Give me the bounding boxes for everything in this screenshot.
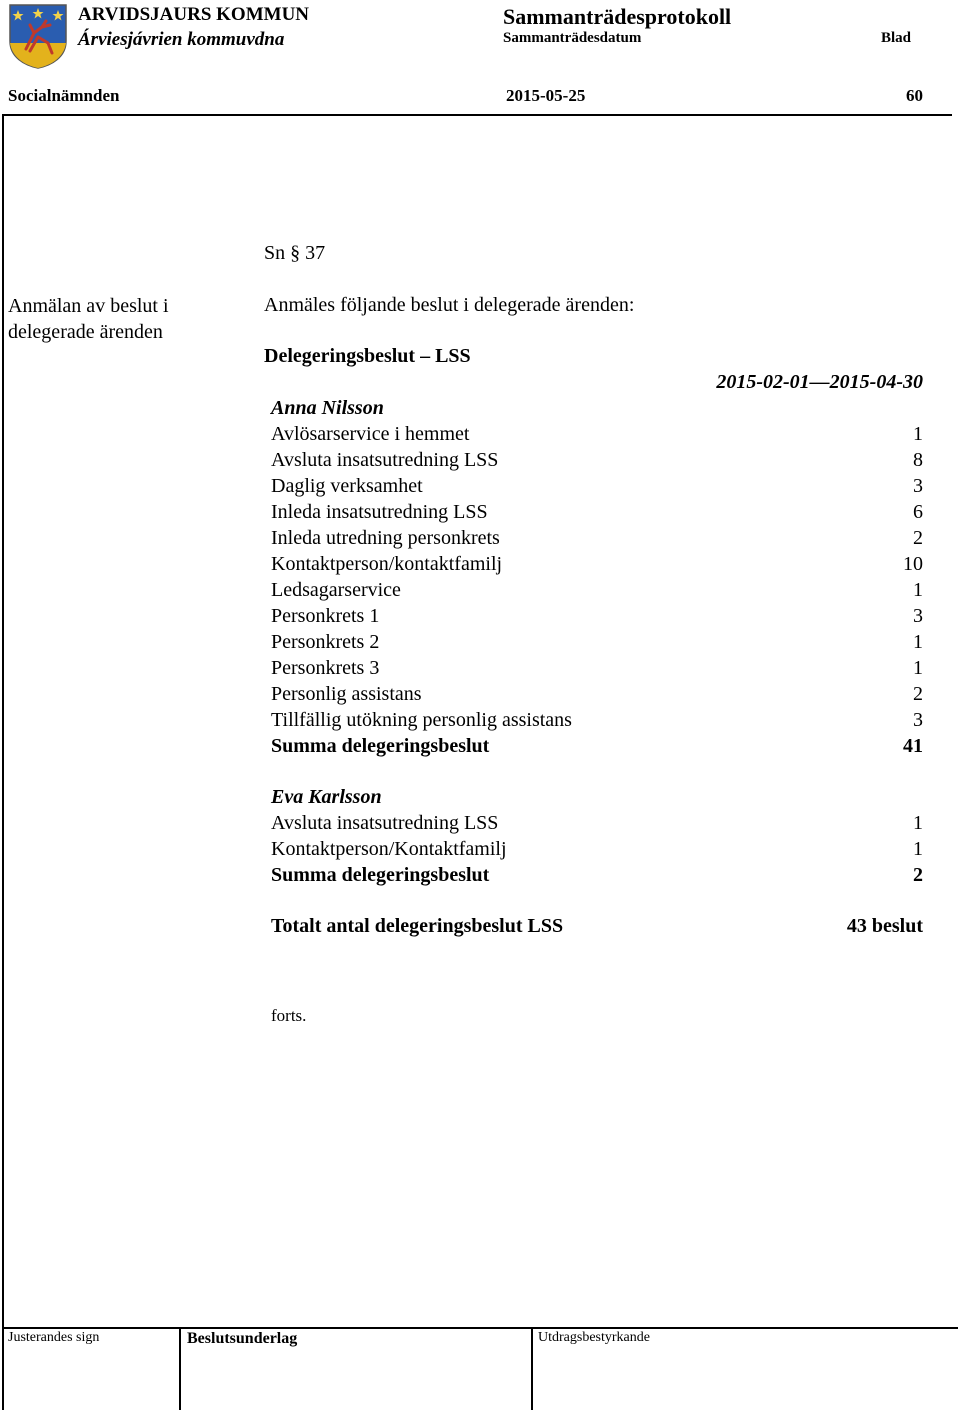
- sum-value: 2: [913, 864, 923, 886]
- decision-type: Personlig assistans: [271, 683, 422, 705]
- committee-name: Socialnämnden: [8, 86, 120, 105]
- sum-row: [271, 862, 923, 888]
- table-row: [271, 421, 923, 447]
- table-row: [271, 707, 923, 733]
- decision-type: Personkrets 1: [271, 605, 380, 627]
- decision-count: 10: [903, 553, 923, 575]
- decision-type: Tillfällig utökning personlig assistans: [271, 709, 572, 731]
- paragraph-number: Sn § 37: [264, 242, 326, 264]
- left-border: [2, 114, 4, 1410]
- footer-separator-1: [179, 1327, 181, 1410]
- decision-type: Ledsagarservice: [271, 579, 401, 601]
- meeting-date: 2015-05-25: [506, 86, 586, 105]
- decision-count: 6: [913, 501, 923, 523]
- signer-label: Justerandes sign: [8, 1330, 100, 1345]
- sum-row: [271, 733, 923, 759]
- table-row: [271, 577, 923, 603]
- decision-count: 3: [913, 475, 923, 497]
- decision-type: Inleda insatsutredning LSS: [271, 501, 488, 523]
- total-label: Totalt antal delegeringsbeslut LSS: [271, 915, 564, 937]
- table-row: [271, 473, 923, 499]
- extract-label: Utdragsbestyrkande: [538, 1330, 650, 1345]
- section-title: Delegeringsbeslut – LSS: [264, 345, 471, 367]
- decision-type: Personkrets 3: [271, 657, 380, 679]
- decision-type: Avsluta insatsutredning LSS: [271, 449, 499, 471]
- sum-label: Summa delegeringsbeslut: [271, 735, 490, 757]
- report-period: 2015-02-01—2015-04-30: [716, 371, 923, 393]
- officer-name: Eva Karlsson: [271, 786, 382, 808]
- officer-name-row: [271, 784, 923, 810]
- decision-count: 1: [913, 423, 923, 445]
- decision-count: 1: [913, 812, 923, 834]
- decision-count: 2: [913, 683, 923, 705]
- decision-count: 2: [913, 527, 923, 549]
- meeting-date-label: Sammanträdesdatum: [503, 30, 642, 46]
- table-row: [271, 551, 923, 577]
- document-title: Sammanträdesprotokoll: [503, 4, 732, 29]
- table-row: [271, 499, 923, 525]
- table-row: [271, 681, 923, 707]
- intro-text: Anmäles följande beslut i delegerade ärenden:: [264, 294, 635, 316]
- decision-count: 1: [913, 657, 923, 679]
- officer-name-row: [271, 395, 923, 421]
- footer-separator-2: [531, 1327, 533, 1410]
- table-row: [271, 603, 923, 629]
- decision-count: 8: [913, 449, 923, 471]
- side-heading: Anmälan av beslut i delegerade ärenden: [8, 295, 169, 343]
- page-label: Blad: [881, 30, 912, 46]
- sum-label: Summa delegeringsbeslut: [271, 864, 490, 886]
- table-row: [271, 447, 923, 473]
- decision-type: Personkrets 2: [271, 631, 380, 653]
- decision-count: 3: [913, 605, 923, 627]
- sum-value: 41: [903, 735, 923, 757]
- decision-count: 1: [913, 579, 923, 601]
- municipality-name: ARVIDSJAURS KOMMUN: [78, 4, 310, 25]
- municipal-coat-of-arms-icon: [8, 3, 68, 69]
- total-value: 43 beslut: [846, 915, 923, 937]
- decision-count: 1: [913, 838, 923, 860]
- decision-type: Kontaktperson/kontaktfamilj: [271, 553, 503, 575]
- officer-name: Anna Nilsson: [271, 397, 384, 419]
- basis-label: Beslutsunderlag: [187, 1330, 298, 1347]
- footer-divider: [2, 1327, 958, 1329]
- decision-type: Daglig verksamhet: [271, 475, 423, 497]
- decision-count: 3: [913, 709, 923, 731]
- table-row: [271, 810, 923, 836]
- header-divider: [2, 114, 952, 116]
- decision-count: 1: [913, 631, 923, 653]
- municipality-name-sami: Árviesjávrien kommuvdna: [78, 29, 285, 50]
- decision-type: Avlösarservice i hemmet: [271, 423, 470, 445]
- page-number: 60: [906, 86, 923, 105]
- total-row: [271, 913, 923, 939]
- decision-type: Inleda utredning personkrets: [271, 527, 500, 549]
- table-row: [271, 629, 923, 655]
- table-row: [271, 655, 923, 681]
- decision-type: Kontaktperson/Kontaktfamilj: [271, 838, 507, 860]
- decision-type: Avsluta insatsutredning LSS: [271, 812, 499, 834]
- table-row: [271, 525, 923, 551]
- table-row: [271, 836, 923, 862]
- continued-note: forts.: [271, 1006, 307, 1025]
